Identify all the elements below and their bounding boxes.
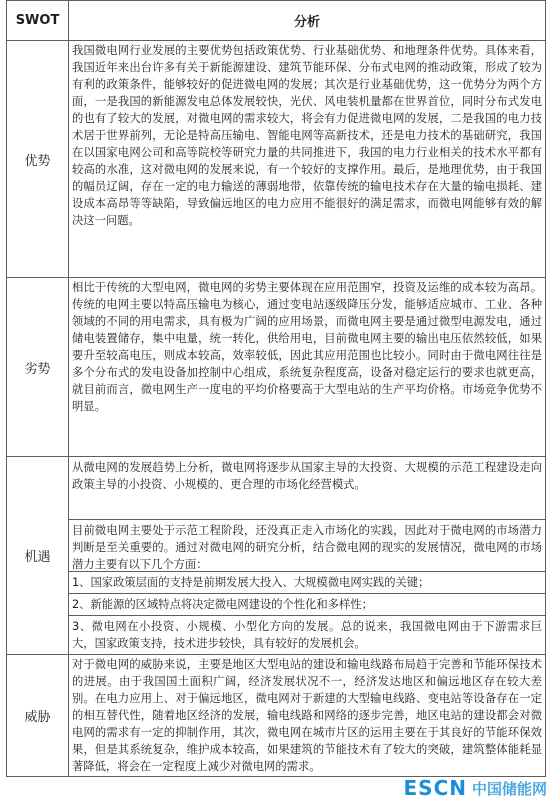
watermark-latin: ESCN <box>403 776 467 800</box>
opportunity-para-5: 3、微电网在小投资、小规模、小型化方向的发展。总的说来，我国微电网由于下游需求巨大，国家政策支持，技术进步较快，具有较好的发展机会。 <box>69 615 545 654</box>
row-label-threat: 威胁 <box>7 655 69 777</box>
row-label-strength: 优势 <box>7 41 69 278</box>
table-header-row <box>7 1 546 41</box>
table-row-strength <box>7 41 546 278</box>
row-content-threat <box>69 655 546 777</box>
header-analysis: 分析 <box>69 1 546 41</box>
header-swot: SWOT <box>7 1 69 41</box>
table-row-threat <box>7 655 546 777</box>
opportunity-para-3: 1、国家政策层面的支持是前期发展大投入、大规模微电网实践的关键； <box>69 571 545 593</box>
table-row-weakness <box>7 278 546 457</box>
swot-table <box>6 0 546 777</box>
table-row-opportunity <box>7 457 546 655</box>
row-content-strength <box>69 41 546 278</box>
weakness-text: 相比于传统的大型电网，微电网的劣势主要体现在应用范围窄，投资及运维的成本较为高昂。传统的电网主要以特高压输电为核心，通过变电站逐级降压分发，能够适应城市、工业、各种领域的不同的用电需求，具有极为广阔的应用场景，而微电网主要是通过微型电源发电，通过储电装置储存，集中电量，统一转化，供给用电，目前微电网主要的输出电压依然较低，如果要升至较高电压，则成本较高，效率较低，因此其应用范围也比较小。同时由于微电网往往是多个分布式的发电设备加控制中心组成，系统复杂程度高，设备对稳定运行的要求也就更高，就目前而言，微电网生产一度电的平均价格要高于大型电站的生产平均价格。市场竞争优势不明显。 <box>72 281 542 413</box>
opportunity-para-1: 从微电网的发展趋势上分析，微电网将逐步从国家主导的大投资、大规模的示范工程建设走向政策主导的小投资、小规模的、更合理的市场化经营模式。 <box>72 461 542 491</box>
strength-text: 我国微电网行业发展的主要优势包括政策优势、行业基础优势、和地理条件优势。具体来看，我国近年来出台许多有关于新能源建设、建筑节能环保、分布式电网的推动政策，形成了较为有利的政策条件，能够较好的促进微电网的发展；其次是行业基础优势，这一优势分为两个方面，一是我国的新能源发电总体发展较快，光伏、风电装机量都在世界首位，同时分布式发电的也有了较大的发展，对微电网的需求较大，将会有力促进微电网的发展，二是我国的电力技术居于世界前列，无论是特高压输电、智能电网等高新技术，还是电力技术的基础研究，我国在以国家电网公司和高等院校等研究力量的共同推进下，我国的电力行业相关的技术水平都有较高的水准，这对微电网的发展来说，有一个较好的支撑作用。最后，是地理优势，由于我国的幅员辽阔，存在一定的电力输送的薄弱地带，依靠传统的输电技术存在大量的输电损耗、建设成本高昂等等缺陷，导致偏远地区的电力应用不能很好的满足需求，而微电网能够有效的解决这一问题。 <box>72 44 542 227</box>
threat-text: 对于微电网的威胁来说，主要是地区大型电站的建设和输电线路布局趋于完善和节能环保技术的进展。由于我国国土面积广阔，经济发展状况不一，经济发达地区和偏远地区存在较大差别。在电力应用上、对于偏远地区，微电网对于新建的大型输电线路、变电站等设备存在一定的相互替代性，随着地区经济的发展，输电线路和网络的逐步完善，地区电站的建设都会对微电网的需求有一定的抑制作用，其次，微电网在城市片区的运用主要在于其良好的节能环保效果，但是其系统复杂，维护成本较高，如果建筑的节能技术有了较大的突破，建筑整体能耗显著降低，将会在一定程度上减少对微电网的需求。 <box>72 658 542 773</box>
row-content-weakness <box>69 278 546 457</box>
row-label-weakness: 劣势 <box>7 278 69 457</box>
opportunity-para-4: 2、新能源的区域特点将决定微电网建设的个性化和多样性； <box>69 593 545 615</box>
row-content-opportunity <box>69 457 546 655</box>
watermark-cn: 中国储能网 <box>471 779 547 798</box>
opportunity-para-2: 目前微电网主要处于示范工程阶段，还没真正走入市场化的实践，因此对于微电网的市场潜力判断是至关重要的。通过对微电网的研究分析，结合微电网的现实的发展情况，微电网的市场潜力主要有以下几个方面： <box>69 519 545 571</box>
escn-watermark-logo <box>404 776 548 800</box>
row-label-opportunity: 机遇 <box>7 457 69 655</box>
